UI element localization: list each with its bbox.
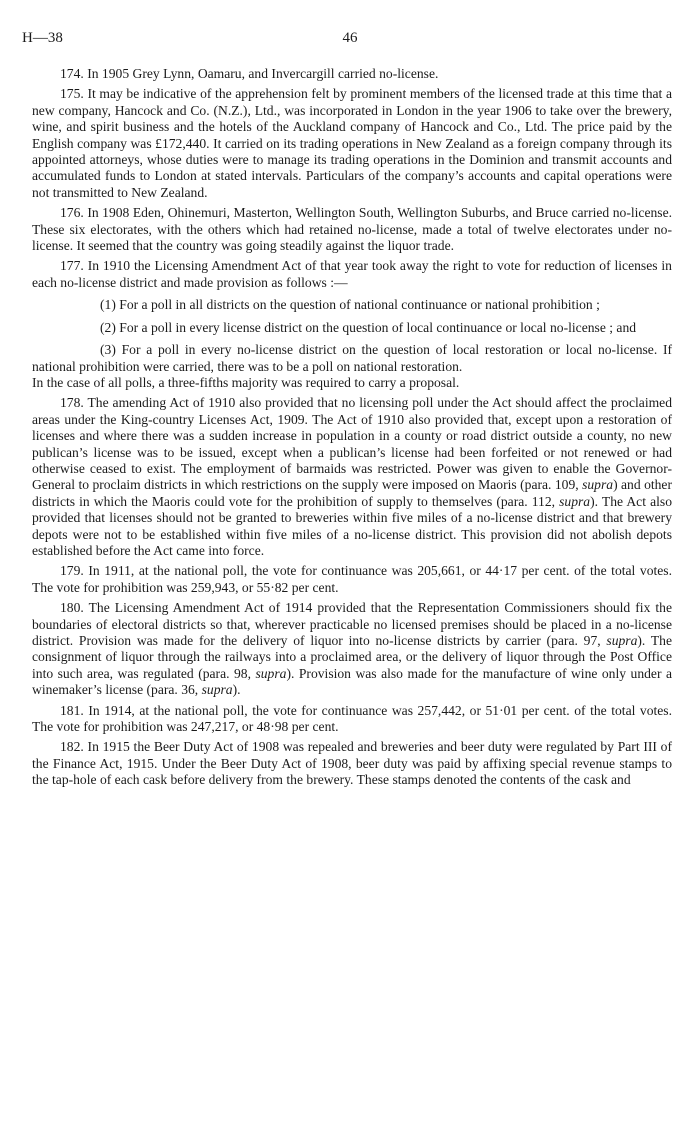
paragraph-text: In 1914, at the national poll, the vote for continuance was 257,442, or 51·01 per cent. of the total votes. The vote for prohibition was 247,217, or 48·98 per cent. [32,702,672,735]
list-item-1 [32,297,672,313]
list-item-text: For a poll in all districts on the question of national continuance or national prohibition ; [119,297,600,313]
paragraph-number: 174. [60,66,84,81]
paragraph-number: 181. [60,702,84,718]
paragraph-text: The Licensing Amendment Act of 1914 provided that the Representation Commissioners should fix the boundaries of electoral districts so that, wherever practicable no licensed premises should be placed in a no-license district. Provision was made for the delivery of liquor into no-license districts by carrier (para. 97, supra). The consignment of liquor through the railways into a proclaimed area, or the delivery of liquor through the Post Office into such area, was regulated (para. 98, supra). Provision was also made for the manufacture of wine only under a winemaker’s license (para. 36, supra). [32,600,673,698]
list-item-text: For a poll in every license district on the question of local continuance or local no-license ; and [119,319,637,335]
italic-supra: supra [582,477,614,493]
list-item-2 [32,320,672,336]
paragraph-number: 178. [60,395,84,411]
list-item-number: (1) [100,297,116,313]
paragraph-179 [32,563,672,596]
list-item-3 [32,342,672,375]
paragraph-text: In the case of all polls, a three-fifths majority was required to carry a proposal. [32,374,460,390]
document-reference: H—38 [22,30,63,46]
paragraph-text: In 1905 Grey Lynn, Oamaru, and Invercargill carried no-license. [87,66,439,81]
italic-supra: supra [606,633,638,648]
paragraph-text: It may be indicative of the apprehension felt by prominent members of the licensed trade at this time that a new company, Hancock and Co. (N.Z.), Ltd., was incorporated in London in the year 1906 to take over the brewery, wine, and spirit business and the hotels of the Auckland company of Hancock and Co., Ltd. The price paid by the English company was £172,440. It carried on its trading operations in New Zealand as a foreign company through its appointed attorneys, whose duties were to manage its trading operations in the Dominion and transmit accounts and accumulated funds to London at stated intervals. Particulars of the company’s accounts and capital operations were not transmitted to New Zealand. [32,86,672,200]
paragraph-182 [32,739,672,788]
paragraph-number: 177. [60,258,84,274]
paragraph-text: The amending Act of 1910 also provided that no licensing poll under the Act should affect the proclaimed areas under the King-country Licenses Act, 1909. The Act of 1910 also provided that, except upon a restoration of licenses and where there was a sudden increase in population in a county or road district outside a county, no new publican’s license was to be issued, except when a publican’s license had been forfeited or not renewed or had otherwise ceased to exist. The employment of barmaids was restricted. Power was given to enable the Governor-General to proclaim districts in which restrictions on the supply were imposed on Maoris (para. 109, supra) and other districts in which the Maoris could vote for the prohibition of supply to themselves (para. 112, supra). The Act also provided that licenses should not be granted to breweries within five miles of a no-license district and that brewery depots were not to be established within five miles of a no-license district. This provision did not abolish depots established before the Act came into force. [32,395,672,558]
paragraph-text: In 1915 the Beer Duty Act of 1908 was repealed and breweries and beer duty were regulated by Part III of the Finance Act, 1915. Under the Beer Duty Act of 1908, beer duty was paid by affixing special revenue stamps to the tap-hole of each cask before delivery from the brewery. These stamps denoted the contents of the cask and [32,739,672,788]
paragraph-text: In 1908 Eden, Ohinemuri, Masterton, Wellington South, Wellington Suburbs, and Bruce carried no-license. These six electorates, with the others which had retained no-license, made a total of twelve electorates under no-license. It seemed that the country was going steadily against the liquor trade. [32,205,672,254]
paragraph-text: In 1911, at the national poll, the vote for continuance was 205,661, or 44·17 per cent. of the total votes. The vote for prohibition was 259,943, or 55·82 per cent. [32,563,672,595]
document-body [32,66,672,793]
paragraph-175 [32,86,672,201]
list-item-number: (2) [100,319,116,335]
paragraph-number: 176. [60,205,84,221]
paragraph-178 [32,395,672,559]
paragraph-text: In 1910 the Licensing Amendment Act of that year took away the right to vote for reduction of licenses in each no-license district and made provision as follows :— [32,258,672,290]
paragraph-number: 180. [60,600,84,616]
paragraph-number: 182. [60,739,84,755]
page-number: 46 [342,30,358,46]
list-item-text: For a poll in every no-license district on the question of local restoration or local no-license. If national prohibition were carried, there was to be a poll on national restoration. [32,342,673,374]
paragraph-number: 175. [60,86,84,102]
italic-supra: supra [559,493,591,509]
paragraph-181 [32,703,672,736]
paragraph-177-closing [32,375,672,391]
paragraph-177 [32,258,672,291]
paragraph-180 [32,600,672,698]
paragraph-176 [32,205,672,254]
italic-supra: supra [255,665,287,681]
list-item-number: (3) [100,342,116,358]
paragraph-174 [32,66,672,82]
italic-supra: supra [201,682,233,698]
paragraph-number: 179. [60,563,84,579]
